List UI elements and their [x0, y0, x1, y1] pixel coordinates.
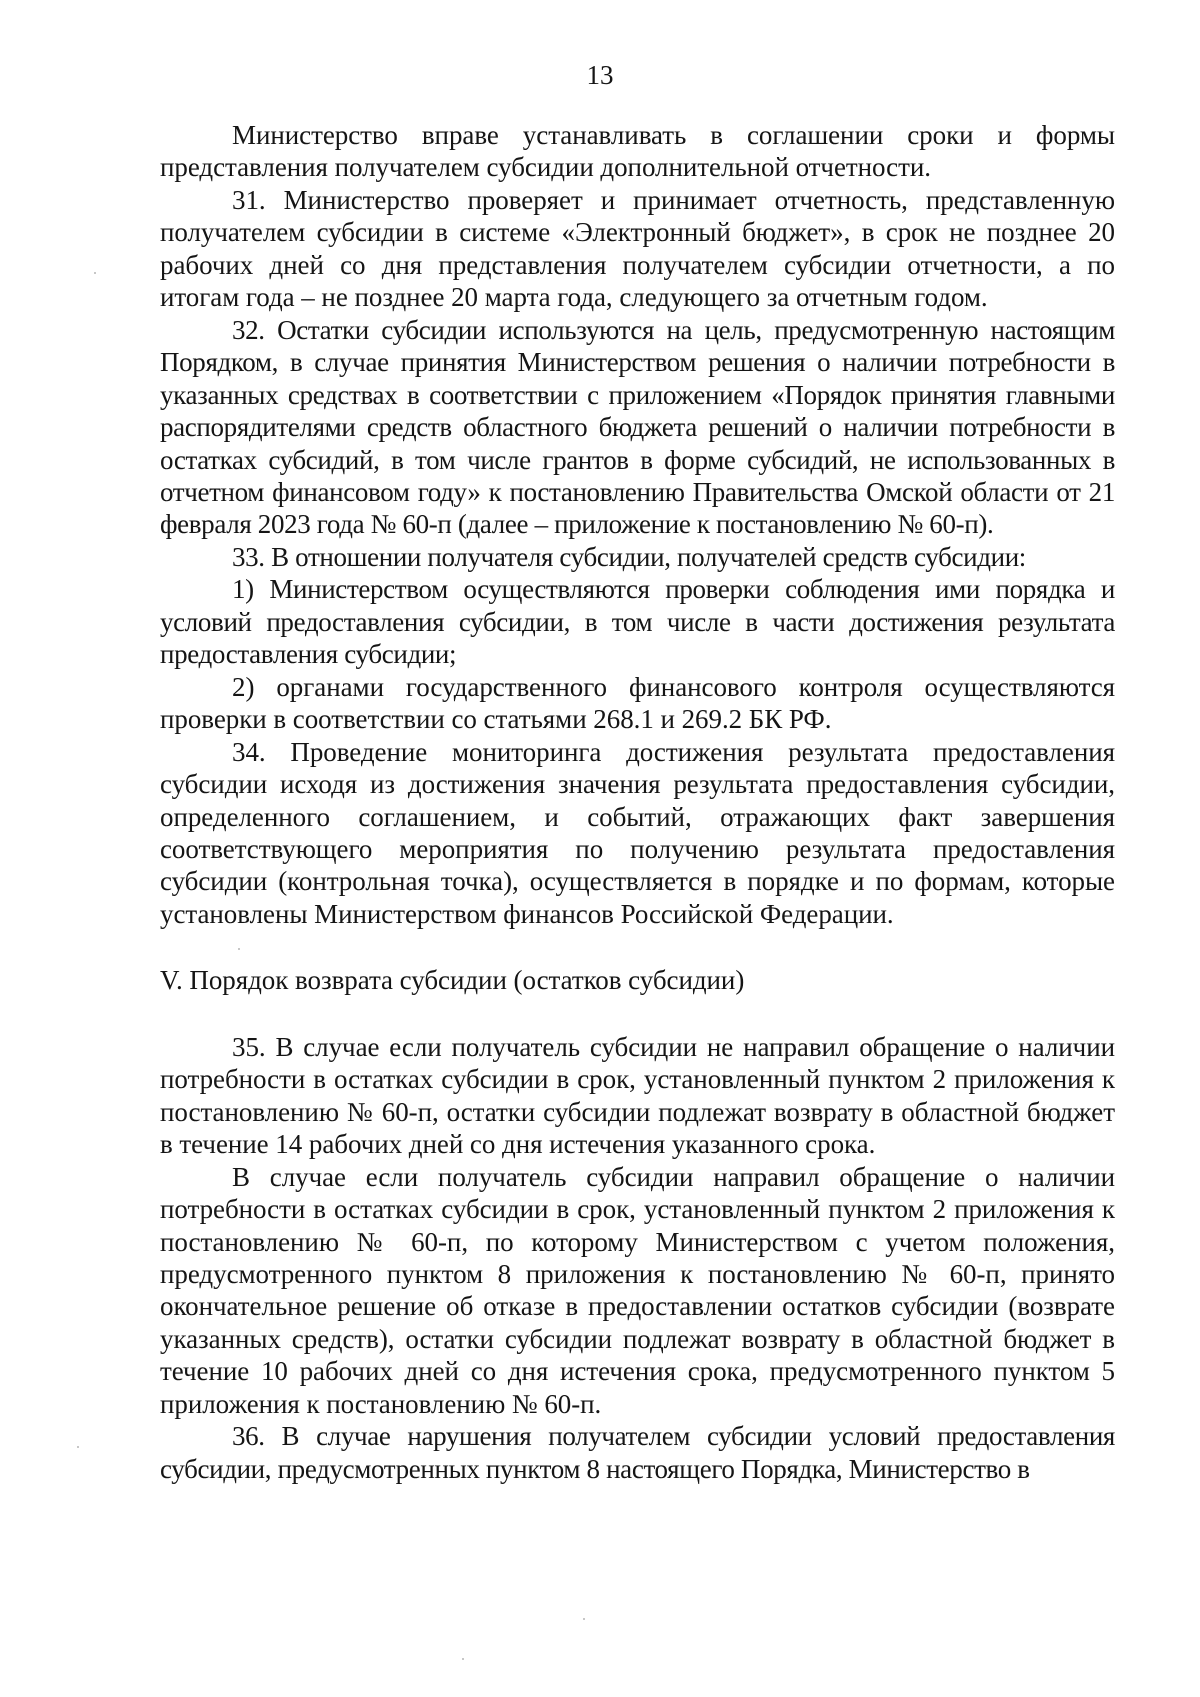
paragraph-33-item-2: 2) органами государственного финансового контроля осуществляются проверки в соответствии со статьями 268.1 и 269.2 БК РФ. [160, 671, 1115, 735]
scan-speck [462, 1658, 464, 1660]
scan-speck [94, 272, 96, 274]
paragraph-34: 34. Проведение мониторинга достижения результата предоставления субсидии исходя из достижения значения результата предоставления субсидии, определенного соглашением, и событий, отражающих факт завершения соответствующего мероприятия по получению результата предоставления субсидии (контрольная точка), осуществляется в порядке и по формам, которые установлены Министерством финансов Российской Федерации. [160, 736, 1115, 929]
paragraph-36: 36. В случае нарушения получателем субсидии условий предоставления субсидии, предусмотренных пунктом 8 настоящего Порядка, Министерство в [160, 1421, 1115, 1484]
paragraph-33: 33. В отношении получателя субсидии, получателей средств субсидии: [232, 541, 1026, 572]
paragraph-33-item-1: 1) Министерством осуществляются проверки соблюдения ими порядка и условий предоставления субсидии, в том числе в части достижения результата предоставления субсидии; [160, 574, 1115, 670]
scan-speck [77, 1446, 79, 1448]
scan-speck [583, 1618, 585, 1620]
paragraph-32: 32. Остатки субсидии используются на цель, предусмотренную настоящим Порядком, в случае принятия Министерством решения о наличии потребности в указанных средствах в соответствии с приложением «Порядок принятия главными распорядителями средств областного бюджета решений о наличии потребности в остатках субсидий, в том числе грантов в форме субсидий, не использованных в отчетном финансовом году» к постановлению Правительства Омской области от 21 февраля 2023 года № 60-п (далее – приложение к постановлению № 60-п). [160, 314, 1115, 540]
paragraph-35: 35. В случае если получатель субсидии не направил обращение о наличии потребности в остатках субсидии в срок, установленный пунктом 2 приложения к постановлению № 60-п, остатки субсидии подлежат возврату в областной бюджет в течение 14 рабочих дней со дня истечения указанного срока. [160, 1031, 1115, 1160]
scan-speck [238, 948, 240, 950]
document-body [160, 119, 1115, 1485]
paragraph-reporting-forms: Министерство вправе устанавливать в соглашении сроки и формы представления получателем субсидии дополнительной отчетности. [160, 120, 1115, 183]
section-heading: V. Порядок возврата субсидии (остатков субсидии) [160, 965, 745, 996]
paragraph-31: 31. Министерство проверяет и принимает отчетность, представленную получателем субсидии в системе «Электронный бюджет», в срок не позднее 20 рабочих дней со дня представления получателем субсидии отчетности, а по итогам года – не позднее 20 марта года, следующего за отчетным годом. [160, 184, 1115, 313]
paragraph-35-continued: В случае если получатель субсидии направил обращение о наличии потребности в остатках субсидии в срок, установленный пунктом 2 приложения к постановлению № 60-п, по которому Министерством с учетом положения, предусмотренного пунктом 8 приложения к постановлению № 60-п, принято окончательное решение об отказе в предоставлении остатков субсидии (возврате указанных средств), остатки субсидии подлежат возврату в областной бюджет в течение 10 рабочих дней со дня истечения срока, предусмотренного пунктом 5 приложения к постановлению № 60-п. [160, 1161, 1115, 1419]
page-number: 13 [586, 60, 614, 90]
